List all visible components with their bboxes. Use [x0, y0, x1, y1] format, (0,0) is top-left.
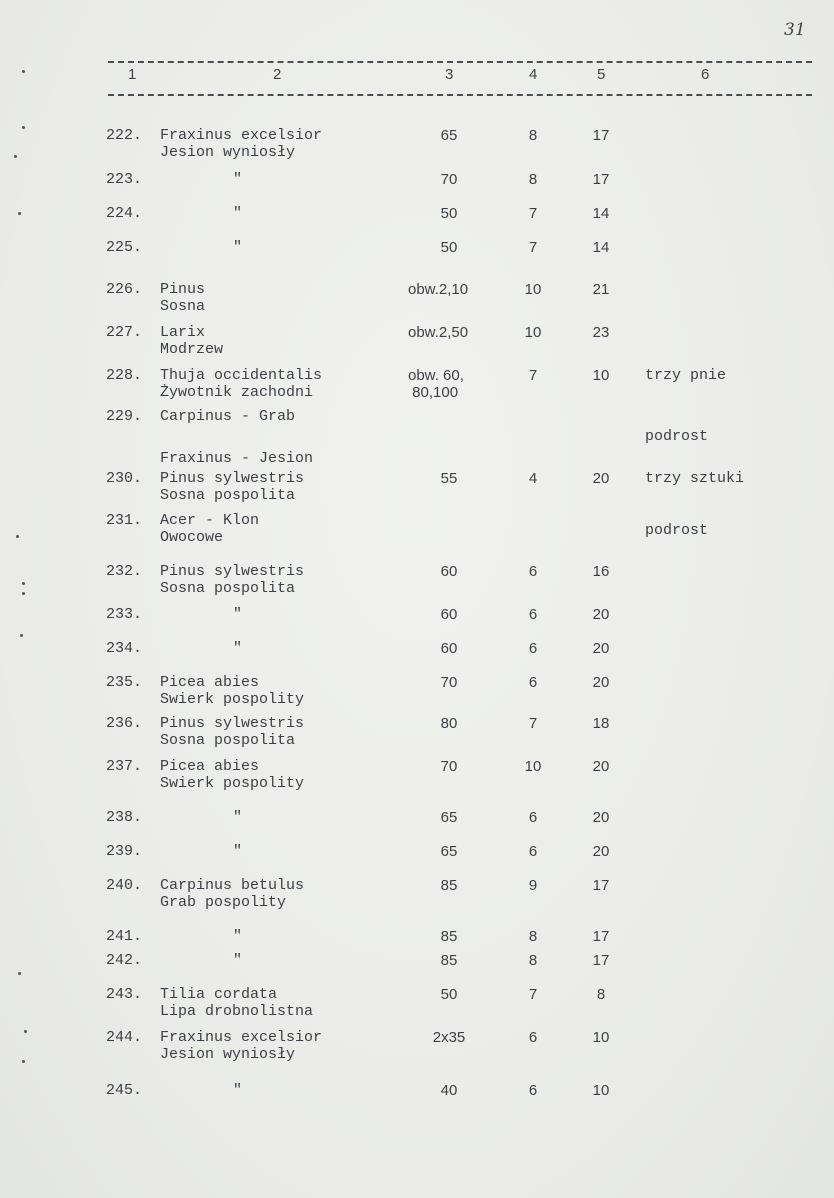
- value-col-3: 50: [440, 986, 458, 1003]
- species-latin-name: Acer - Klon: [160, 512, 260, 529]
- value-col-4: 10: [524, 281, 542, 298]
- species-polish-name: Sosna pospolita: [160, 487, 296, 504]
- value-col-4: 6: [528, 1029, 538, 1046]
- value-col-3: 55: [440, 470, 458, 487]
- species-polish-name: Sosna pospolita: [160, 732, 296, 749]
- value-col-3: 2x35: [432, 1029, 466, 1046]
- value-col-5: 20: [592, 606, 610, 623]
- row-number: 232.: [106, 563, 143, 580]
- margin-mark: [22, 70, 25, 73]
- value-col-5: 8: [596, 986, 606, 1003]
- row-number: 244.: [106, 1029, 143, 1046]
- margin-mark: [24, 1030, 27, 1033]
- row-number: 238.: [106, 809, 143, 826]
- ditto-mark: ": [233, 843, 243, 860]
- species-latin-name: Pinus: [160, 281, 206, 298]
- species-latin-name: Pinus sylwestris: [160, 715, 305, 732]
- row-number: 229.: [106, 408, 143, 425]
- value-col-3: 60: [440, 563, 458, 580]
- row-number: 236.: [106, 715, 143, 732]
- value-col-4: 7: [528, 239, 538, 256]
- margin-mark: [22, 582, 25, 585]
- column-header-2: 2: [273, 66, 282, 83]
- margin-mark: [18, 212, 21, 215]
- row-number: 231.: [106, 512, 143, 529]
- remarks-col-6: podrost: [645, 522, 709, 539]
- header-top-rule: [108, 61, 812, 63]
- value-col-3: 65: [440, 843, 458, 860]
- value-col-4: 6: [528, 674, 538, 691]
- species-latin-name: Picea abies: [160, 674, 260, 691]
- value-col-3: 70: [440, 674, 458, 691]
- value-col-3: 65: [440, 809, 458, 826]
- value-col-5: 17: [592, 952, 610, 969]
- value-col-4: 4: [528, 470, 538, 487]
- remarks-col-6: trzy pnie: [645, 367, 727, 384]
- species-polish-name: Fraxinus - Jesion: [160, 450, 314, 467]
- column-header-4: 4: [529, 66, 538, 83]
- species-latin-name: Tilia cordata: [160, 986, 278, 1003]
- ditto-mark: ": [233, 606, 243, 623]
- remarks-col-6: trzy sztuki: [645, 470, 745, 487]
- column-header-6: 6: [701, 66, 710, 83]
- value-col-5: 20: [592, 758, 610, 775]
- ditto-mark: ": [233, 952, 243, 969]
- value-col-5: 17: [592, 127, 610, 144]
- value-col-4: 7: [528, 986, 538, 1003]
- species-polish-name: Lipa drobnolistna: [160, 1003, 314, 1020]
- ditto-mark: ": [233, 640, 243, 657]
- value-col-4: 8: [528, 928, 538, 945]
- row-number: 234.: [106, 640, 143, 657]
- value-col-4: 8: [528, 127, 538, 144]
- row-number: 233.: [106, 606, 143, 623]
- value-col-4: 6: [528, 640, 538, 657]
- value-col-5: 23: [592, 324, 610, 341]
- species-latin-name: Picea abies: [160, 758, 260, 775]
- ditto-mark: ": [233, 809, 243, 826]
- value-col-5: 17: [592, 928, 610, 945]
- species-latin-name: Carpinus - Grab: [160, 408, 296, 425]
- value-col-3: 60: [440, 640, 458, 657]
- species-polish-name: Jesion wyniosły: [160, 144, 296, 161]
- value-col-4: 6: [528, 606, 538, 623]
- species-polish-name: Jesion wyniosły: [160, 1046, 296, 1063]
- value-col-3: 65: [440, 127, 458, 144]
- value-col-5: 14: [592, 239, 610, 256]
- row-number: 245.: [106, 1082, 143, 1099]
- row-number: 241.: [106, 928, 143, 945]
- value-col-5: 20: [592, 674, 610, 691]
- row-number: 222.: [106, 127, 143, 144]
- value-col-3: 50: [440, 239, 458, 256]
- row-number: 243.: [106, 986, 143, 1003]
- row-number: 230.: [106, 470, 143, 487]
- value-col-5: 10: [592, 1029, 610, 1046]
- value-col-4: 7: [528, 205, 538, 222]
- species-polish-name: Grab pospolity: [160, 894, 287, 911]
- species-latin-name: Pinus sylwestris: [160, 563, 305, 580]
- ditto-mark: ": [233, 205, 243, 222]
- value-col-5: 20: [592, 470, 610, 487]
- value-col-4: 6: [528, 563, 538, 580]
- value-col-3: 60: [440, 606, 458, 623]
- value-col-3: 40: [440, 1082, 458, 1099]
- species-polish-name: Swierk pospolity: [160, 691, 305, 708]
- value-col-3: 50: [440, 205, 458, 222]
- value-col-4: 8: [528, 171, 538, 188]
- row-number: 240.: [106, 877, 143, 894]
- value-col-5: 20: [592, 809, 610, 826]
- column-header-5: 5: [597, 66, 606, 83]
- value-col-5: 17: [592, 877, 610, 894]
- species-latin-name: Larix: [160, 324, 206, 341]
- value-col-3: obw.2,50: [408, 324, 469, 341]
- row-number: 227.: [106, 324, 143, 341]
- species-latin-name: Fraxinus excelsior: [160, 1029, 323, 1046]
- species-polish-name: Modrzew: [160, 341, 224, 358]
- species-latin-name: Pinus sylwestris: [160, 470, 305, 487]
- margin-mark: [22, 126, 25, 129]
- value-col-3: 80: [440, 715, 458, 732]
- species-polish-name: Sosna pospolita: [160, 580, 296, 597]
- value-col-5: 10: [592, 1082, 610, 1099]
- row-number: 223.: [106, 171, 143, 188]
- value-col-5: 16: [592, 563, 610, 580]
- value-col-4: 7: [528, 367, 538, 384]
- value-col-4: 7: [528, 715, 538, 732]
- species-polish-name: Żywotnik zachodni: [160, 384, 314, 401]
- margin-mark: [18, 972, 21, 975]
- column-header-1: 1: [128, 66, 137, 83]
- value-col-3: 85: [440, 928, 458, 945]
- margin-mark: [22, 1060, 25, 1063]
- margin-mark: [14, 155, 17, 158]
- species-polish-name: Owocowe: [160, 529, 224, 546]
- value-col-5: 17: [592, 171, 610, 188]
- value-col-3: 70: [440, 171, 458, 188]
- value-col-3: 70: [440, 758, 458, 775]
- value-col-3: obw.2,10: [408, 281, 469, 298]
- value-col-5: 21: [592, 281, 610, 298]
- margin-mark: [22, 592, 25, 595]
- value-col-3: 85: [440, 952, 458, 969]
- value-col-4: 6: [528, 809, 538, 826]
- species-polish-name: Sosna: [160, 298, 206, 315]
- row-number: 239.: [106, 843, 143, 860]
- value-col-5: 14: [592, 205, 610, 222]
- row-number: 228.: [106, 367, 143, 384]
- remarks-col-6: podrost: [645, 428, 709, 445]
- value-col-4: 10: [524, 324, 542, 341]
- value-col-5: 20: [592, 843, 610, 860]
- value-col-3: obw. 60, 80,100: [408, 367, 464, 401]
- header-bottom-rule: [108, 94, 812, 96]
- species-latin-name: Fraxinus excelsior: [160, 127, 323, 144]
- row-number: 225.: [106, 239, 143, 256]
- ditto-mark: ": [233, 171, 243, 188]
- margin-mark: [16, 535, 19, 538]
- row-number: 224.: [106, 205, 143, 222]
- value-col-5: 10: [592, 367, 610, 384]
- ditto-mark: ": [233, 1082, 243, 1099]
- value-col-4: 8: [528, 952, 538, 969]
- ditto-mark: ": [233, 928, 243, 945]
- value-col-5: 18: [592, 715, 610, 732]
- value-col-5: 20: [592, 640, 610, 657]
- page-number: 31: [784, 20, 806, 40]
- row-number: 237.: [106, 758, 143, 775]
- margin-mark: [20, 634, 23, 637]
- row-number: 226.: [106, 281, 143, 298]
- row-number: 242.: [106, 952, 143, 969]
- species-polish-name: Swierk pospolity: [160, 775, 305, 792]
- column-header-3: 3: [445, 66, 454, 83]
- row-number: 235.: [106, 674, 143, 691]
- value-col-4: 10: [524, 758, 542, 775]
- species-latin-name: Thuja occidentalis: [160, 367, 323, 384]
- ditto-mark: ": [233, 239, 243, 256]
- value-col-4: 6: [528, 843, 538, 860]
- value-col-4: 9: [528, 877, 538, 894]
- species-latin-name: Carpinus betulus: [160, 877, 305, 894]
- value-col-3: 85: [440, 877, 458, 894]
- value-col-4: 6: [528, 1082, 538, 1099]
